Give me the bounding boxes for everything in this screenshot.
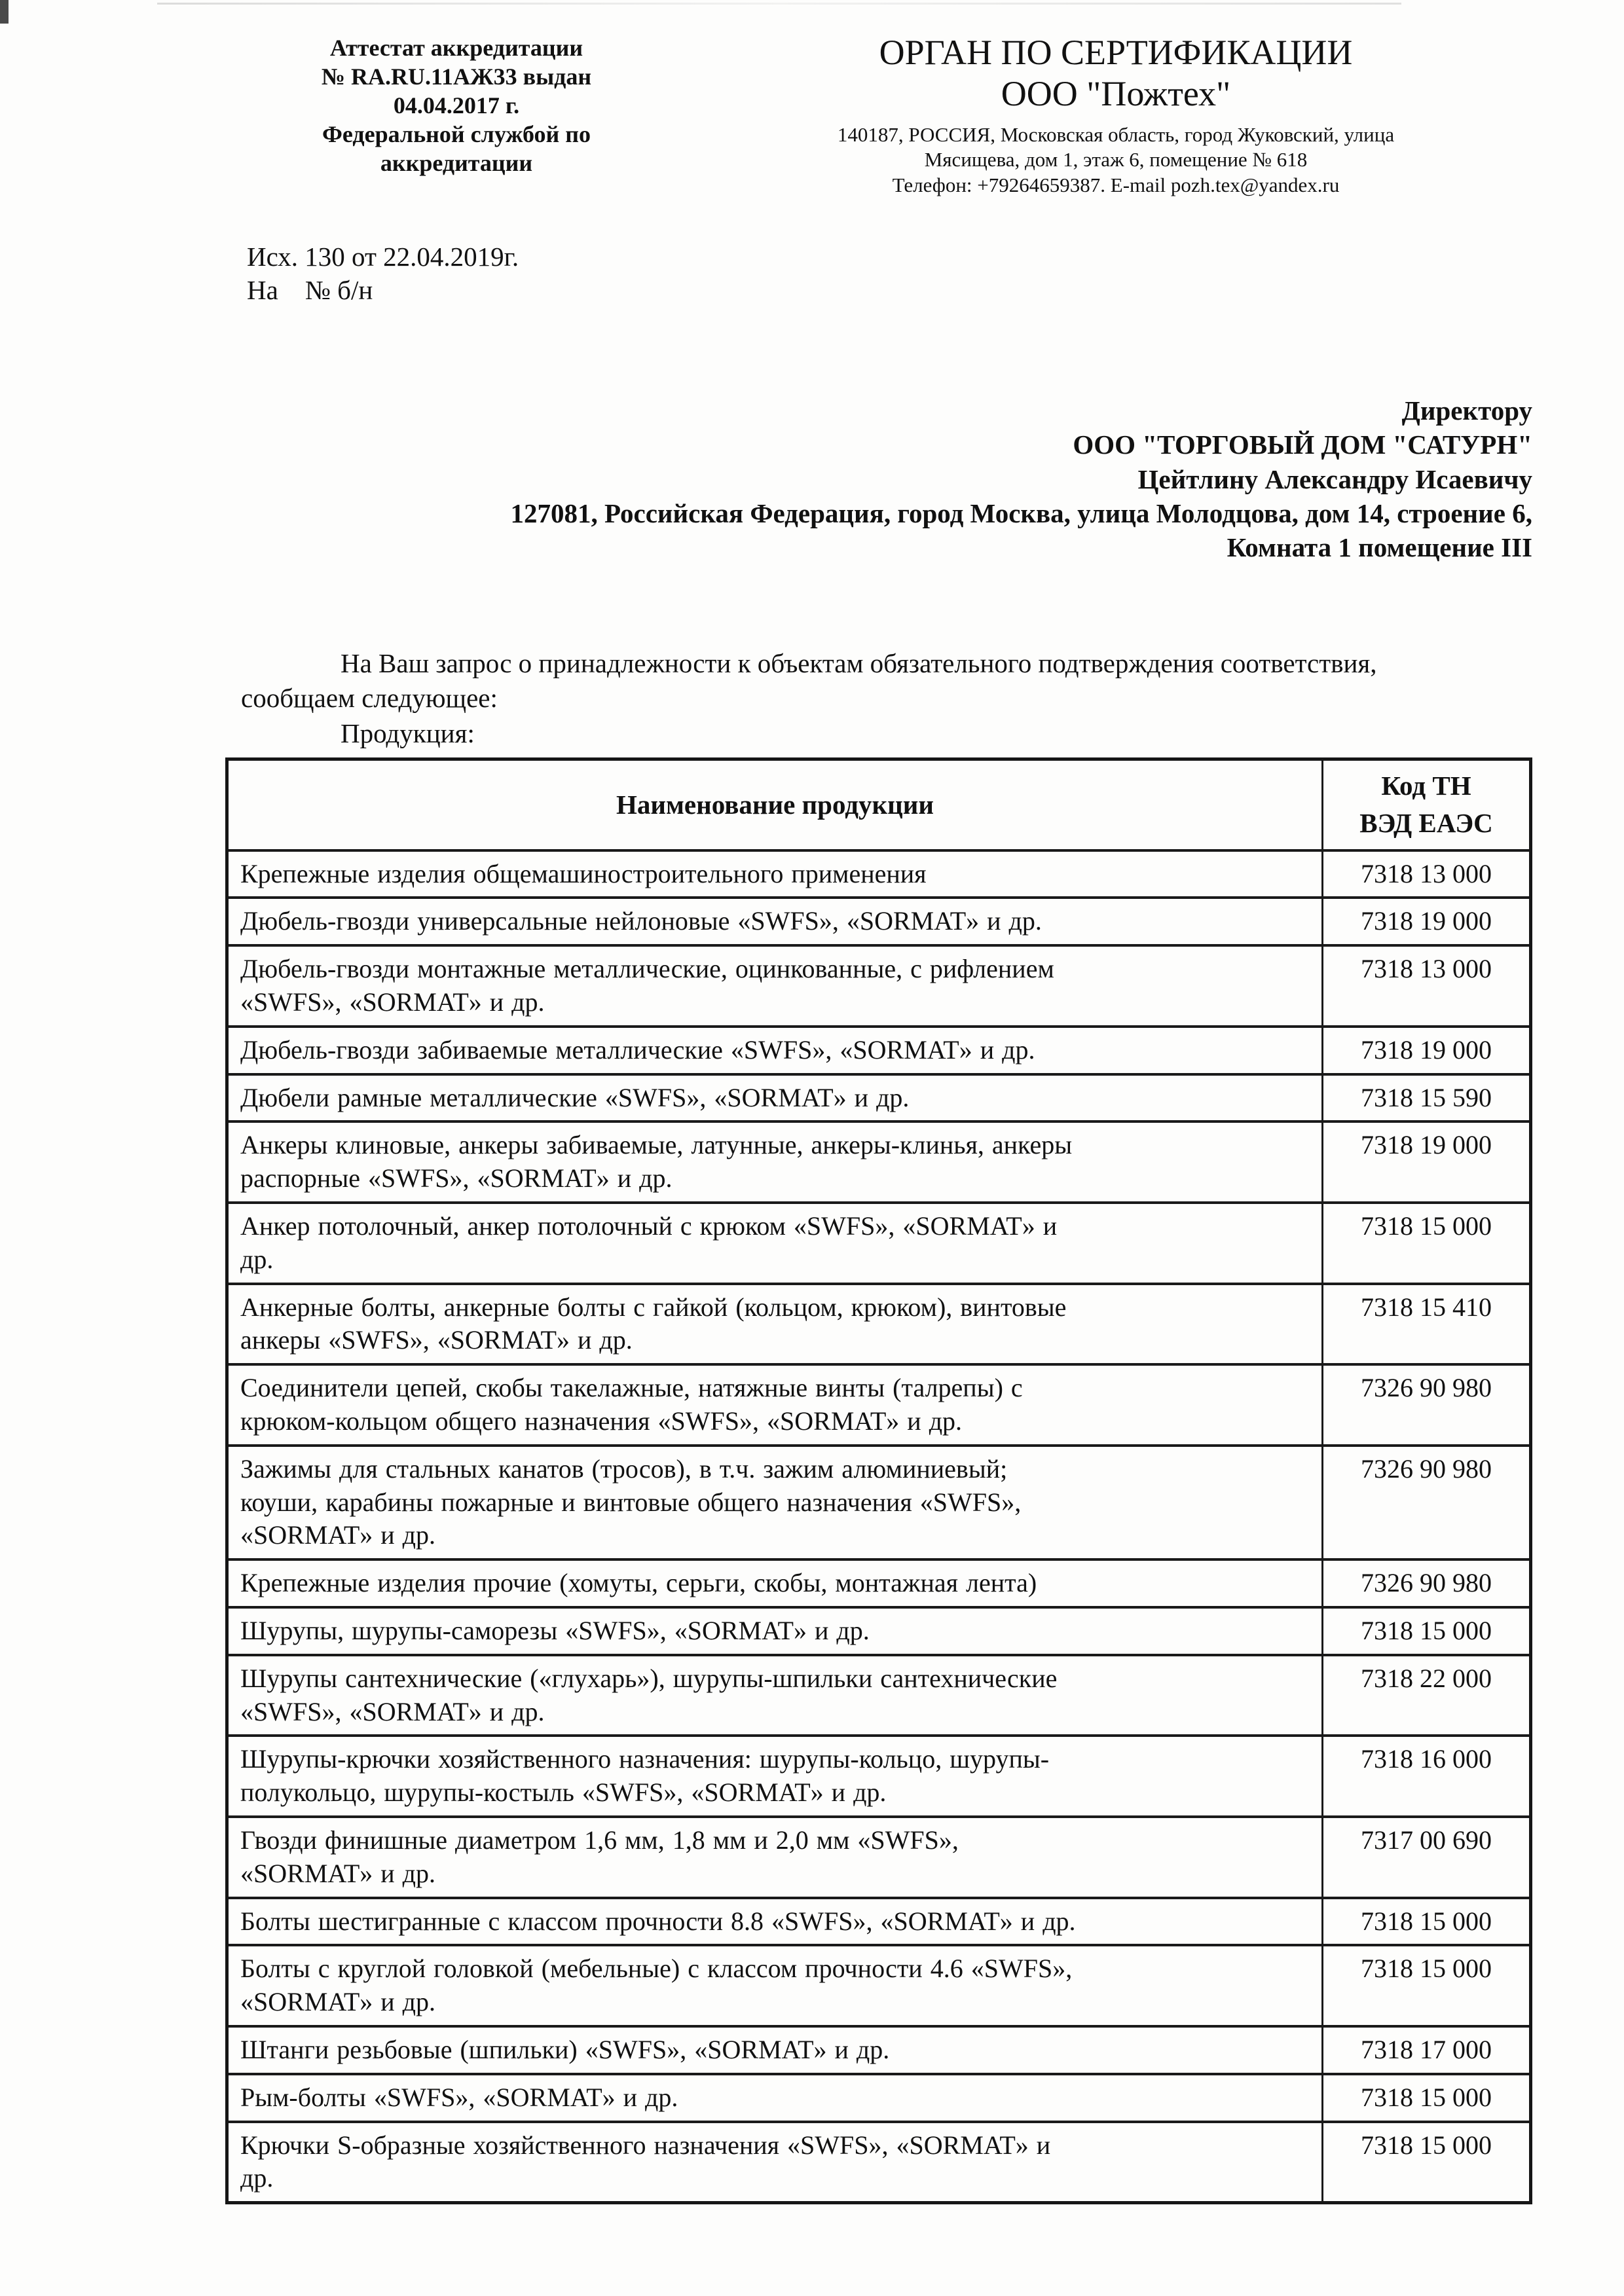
table-row <box>227 1607 1531 1655</box>
letter-body <box>241 646 1532 751</box>
product-name-cell: Дюбель-гвозди универсальные нейлоновые «SWFS», «SORMAT» и др. <box>227 898 1323 945</box>
table-row <box>227 1559 1531 1607</box>
table-row <box>227 1203 1531 1284</box>
request-paragraph-line2: сообщаем следующее: <box>241 683 498 714</box>
table-row <box>227 2074 1531 2122</box>
outgoing-ref-line: Исх. 130 от 22.04.2019г. <box>247 241 519 272</box>
products-label: Продукция: <box>341 718 475 748</box>
product-name-cell: Рым-болты «SWFS», «SORMAT» и др. <box>227 2074 1323 2122</box>
column-header-tnved-code: Код ТН ВЭД ЕАЭС <box>1323 759 1531 850</box>
product-code-cell: 7318 15 000 <box>1323 1898 1531 1946</box>
table-row <box>227 898 1531 945</box>
table-row <box>227 945 1531 1027</box>
product-code-cell: 7318 19 000 <box>1323 898 1531 945</box>
product-name-cell: Болты шестигранные с классом прочности 8.8 «SWFS», «SORMAT» и др. <box>227 1898 1323 1946</box>
product-table-body <box>227 850 1531 2203</box>
table-row <box>227 1817 1531 1898</box>
org-name: ООО "Пожтех" <box>1001 73 1231 113</box>
product-code-cell: 7318 15 000 <box>1323 1945 1531 2026</box>
product-code-cell: 7318 19 000 <box>1323 1027 1531 1074</box>
product-code-cell: 7326 90 980 <box>1323 1446 1531 1559</box>
product-name-cell: Крепежные изделия прочие (хомуты, серьги, скобы, монтажная лента) <box>227 1559 1323 1607</box>
scan-artifact-streak <box>157 3 1401 5</box>
product-code-cell: 7318 15 000 <box>1323 1607 1531 1655</box>
table-row <box>227 1446 1531 1559</box>
org-address: 140187, РОССИЯ, Московская область, город Жуковский, улица Мясищева, дом 1, этаж 6, помещение № 618 <box>837 123 1395 171</box>
table-row <box>227 1121 1531 1203</box>
product-code-cell: 7318 15 000 <box>1323 2122 1531 2203</box>
product-code-table <box>225 757 1532 2204</box>
product-code-cell: 7318 13 000 <box>1323 850 1531 898</box>
table-row <box>227 1736 1531 1817</box>
table-row <box>227 1284 1531 1365</box>
product-code-cell: 7318 17 000 <box>1323 2026 1531 2074</box>
product-name-cell: Анкерные болты, анкерные болты с гайкой (кольцом, крюком), винтовые анкеры «SWFS», «SORMAT» и др. <box>227 1284 1323 1365</box>
table-row <box>227 1655 1531 1736</box>
product-name-cell: Шурупы, шурупы-саморезы «SWFS», «SORMAT» и др. <box>227 1607 1323 1655</box>
product-name-cell: Соединители цепей, скобы такелажные, натяжные винты (талрепы) с крюком-кольцом общего назначения «SWFS», «SORMAT» и др. <box>227 1364 1323 1446</box>
table-row <box>227 850 1531 898</box>
product-name-cell: Шурупы сантехнические («глухарь»), шурупы-шпильки сантехнические «SWFS», «SORMAT» и др. <box>227 1655 1323 1736</box>
product-name-cell: Дюбель-гвозди монтажные металлические, оцинкованные, с рифлением «SWFS», «SORMAT» и др. <box>227 945 1323 1027</box>
product-name-cell: Зажимы для стальных канатов (тросов), в т.ч. зажим алюминиевый; коуши, карабины пожарные и винтовые общего назначения «SWFS», «SORMAT» и др. <box>227 1446 1323 1559</box>
product-name-cell: Болты с круглой головкой (мебельные) с классом прочности 4.6 «SWFS», «SORMAT» и др. <box>227 1945 1323 2026</box>
product-name-cell: Крепежные изделия общемашиностроительного применения <box>227 850 1323 898</box>
table-row <box>227 1027 1531 1074</box>
addressee-block: Директору ООО "ТОРГОВЫЙ ДОМ "САТУРН" Цейтлину Александру Исаевичу 127081, Российская Федерация, город Москва, улица Молодцова, дом 14, строение 6, Комната 1 помещение III <box>510 395 1532 563</box>
scan-artifact-mark <box>0 0 9 24</box>
product-name-cell: Дюбель-гвозди забиваемые металлические «SWFS», «SORMAT» и др. <box>227 1027 1323 1074</box>
request-paragraph-line1: На Ваш запрос о принадлежности к объектам обязательного подтверждения соответствия, <box>341 647 1377 678</box>
product-code-cell: 7318 15 590 <box>1323 1074 1531 1122</box>
product-name-cell: Крючки S-образные хозяйственного назначения «SWFS», «SORMAT» и др. <box>227 2122 1323 2203</box>
org-title: ОРГАН ПО СЕРТИФИКАЦИИ <box>879 33 1353 72</box>
product-code-cell: 7318 22 000 <box>1323 1655 1531 1736</box>
table-row <box>227 1074 1531 1122</box>
column-header-product-name: Наименование продукции <box>227 759 1323 850</box>
accreditation-block: Аттестат аккредитации № RA.RU.11АЖ33 выдан 04.04.2017 г. Федеральной службой по аккредитации <box>321 35 592 176</box>
product-code-cell: 7318 16 000 <box>1323 1736 1531 1817</box>
product-name-cell: Анкеры клиновые, анкеры забиваемые, латунные, анкеры-клинья, анкеры распорные «SWFS», «SORMAT» и др. <box>227 1121 1323 1203</box>
product-code-cell: 7317 00 690 <box>1323 1817 1531 1898</box>
table-row <box>227 1364 1531 1446</box>
product-code-cell: 7318 15 410 <box>1323 1284 1531 1365</box>
product-code-cell: 7326 90 980 <box>1323 1364 1531 1446</box>
letterhead <box>0 0 1624 197</box>
product-code-cell: 7318 19 000 <box>1323 1121 1531 1203</box>
reference-block <box>247 240 1624 307</box>
product-code-cell: 7326 90 980 <box>1323 1559 1531 1607</box>
product-code-cell: 7318 13 000 <box>1323 945 1531 1027</box>
product-code-cell: 7318 15 000 <box>1323 1203 1531 1284</box>
table-row <box>227 1898 1531 1946</box>
org-contacts: Телефон: +79264659387. E-mail pozh.tex@yandex.ru <box>892 173 1340 196</box>
table-row <box>227 2026 1531 2074</box>
product-name-cell: Дюбели рамные металлические «SWFS», «SORMAT» и др. <box>227 1074 1323 1122</box>
table-row <box>227 2122 1531 2203</box>
product-code-cell: 7318 15 000 <box>1323 2074 1531 2122</box>
product-name-cell: Анкер потолочный, анкер потолочный с крюком «SWFS», «SORMAT» и др. <box>227 1203 1323 1284</box>
product-name-cell: Шурупы-крючки хозяйственного назначения: шурупы-кольцо, шурупы- полукольцо, шурупы-костыль «SWFS», «SORMAT» и др. <box>227 1736 1323 1817</box>
table-header-row <box>227 759 1531 850</box>
incoming-ref-line: На № б/н <box>247 274 373 305</box>
certification-org-block <box>698 34 1534 197</box>
product-name-cell: Гвозди финишные диаметром 1,6 мм, 1,8 мм и 2,0 мм «SWFS», «SORMAT» и др. <box>227 1817 1323 1898</box>
table-row <box>227 1945 1531 2026</box>
product-name-cell: Штанги резьбовые (шпильки) «SWFS», «SORMAT» и др. <box>227 2026 1323 2074</box>
